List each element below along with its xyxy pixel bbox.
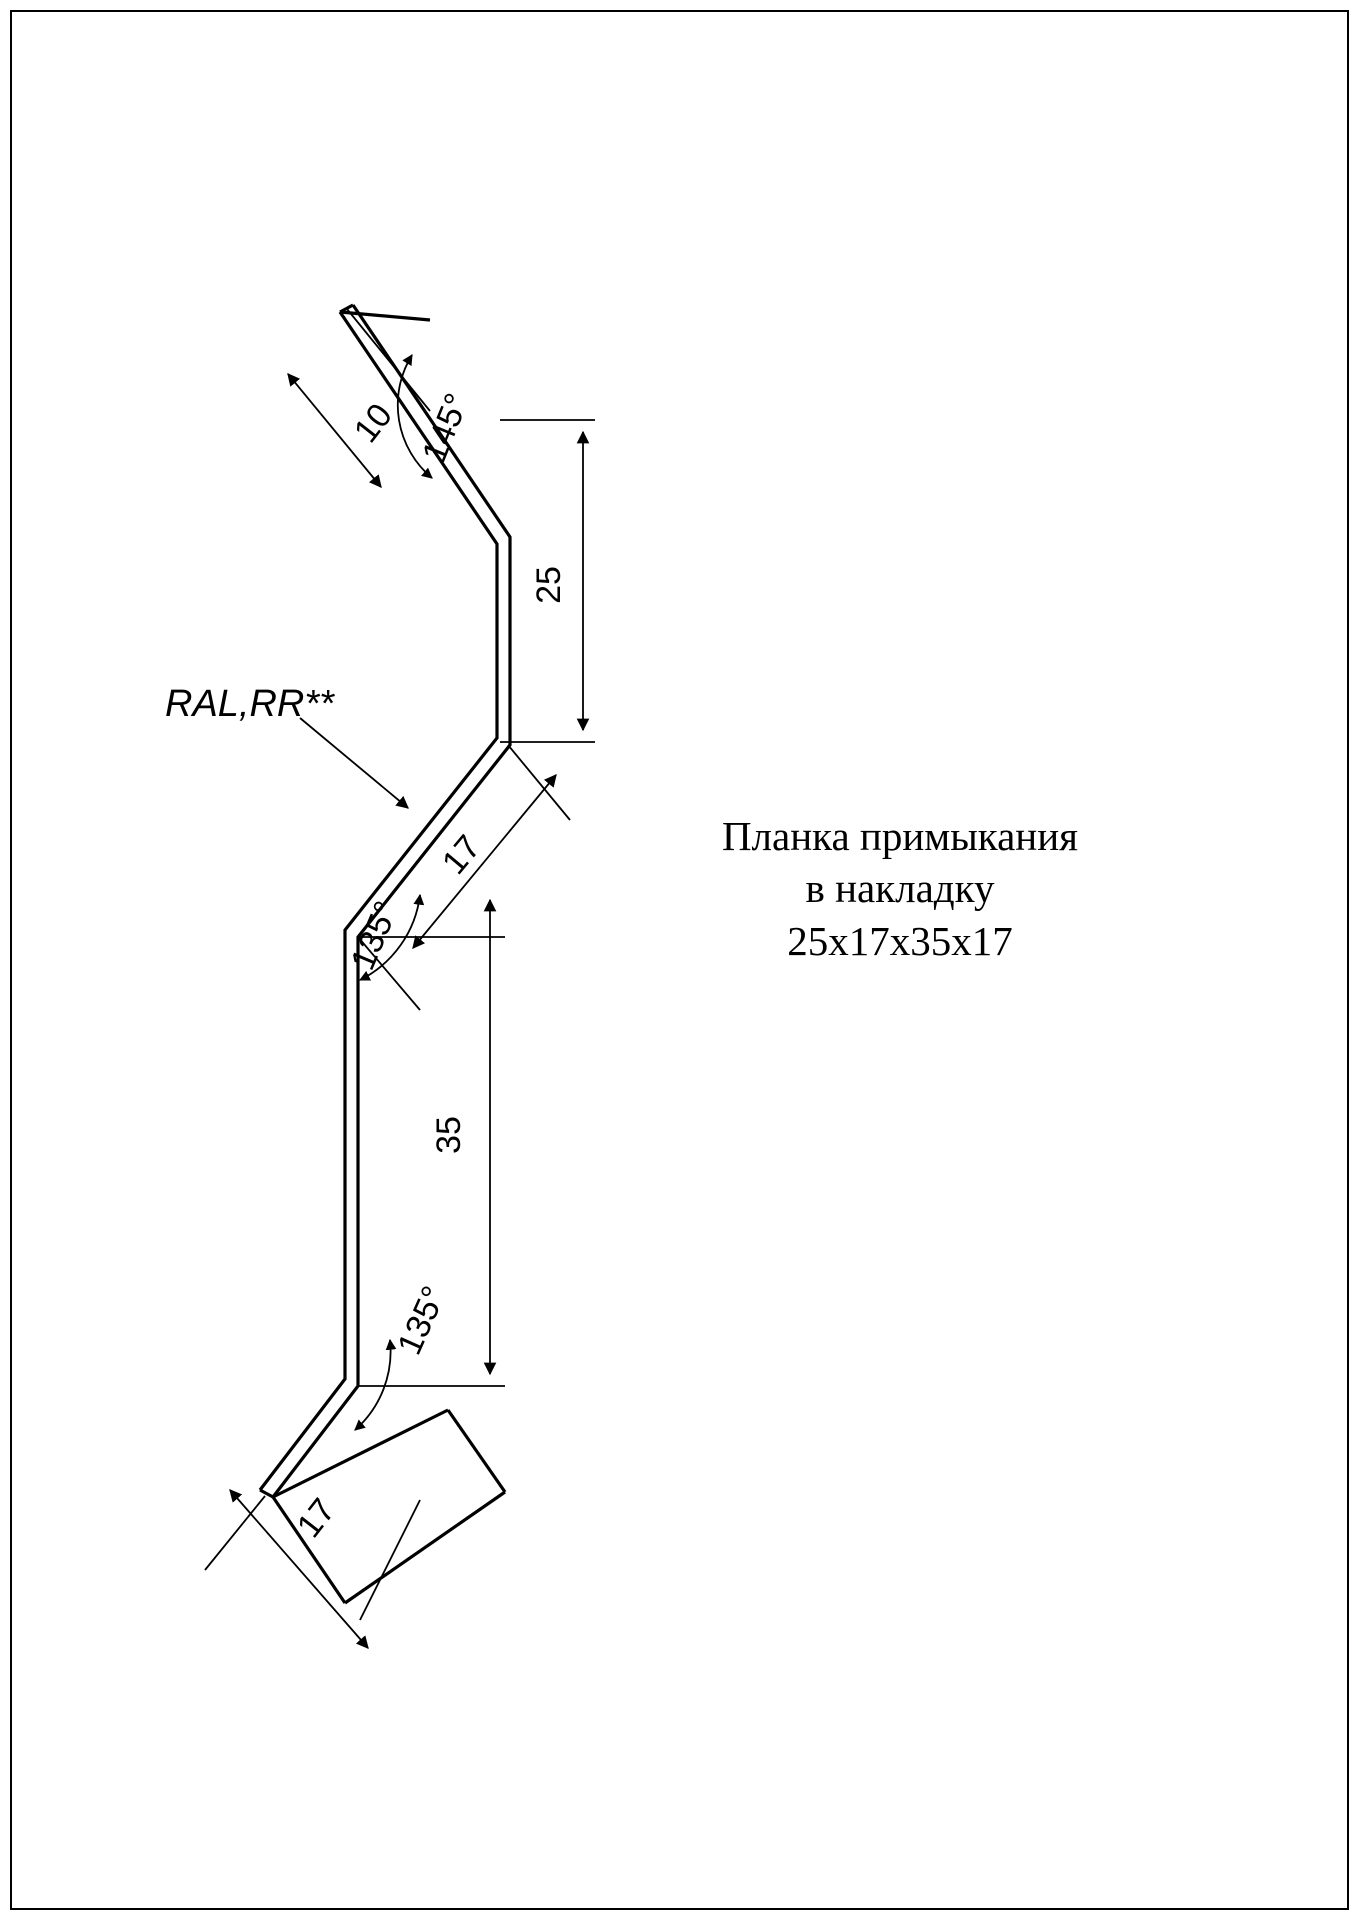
label-dim-10: 10 [346,396,400,450]
label-angle-145: 145° [415,388,477,468]
label-material: RAL,RR** [165,683,334,725]
label-dim-17-lower: 17 [289,1491,343,1545]
label-angle-135-lower: 135° [390,1280,454,1361]
label-dim-17-upper: 17 [434,828,489,882]
title-line-2: в накладку [805,865,995,912]
dimension-10 [288,309,430,487]
label-dim-35: 35 [430,1116,468,1154]
label-dim-25: 25 [530,566,568,604]
title-line-1: Планка примыкания [721,813,1079,859]
label-angle-135-upper: 135° [343,895,407,976]
title-line-3: 25x17x35x17 [787,917,1013,964]
profile-outline [260,305,510,1497]
material-leader-line [300,718,408,808]
title-block [620,810,1180,967]
angle-135-lower-marker [355,1340,391,1430]
